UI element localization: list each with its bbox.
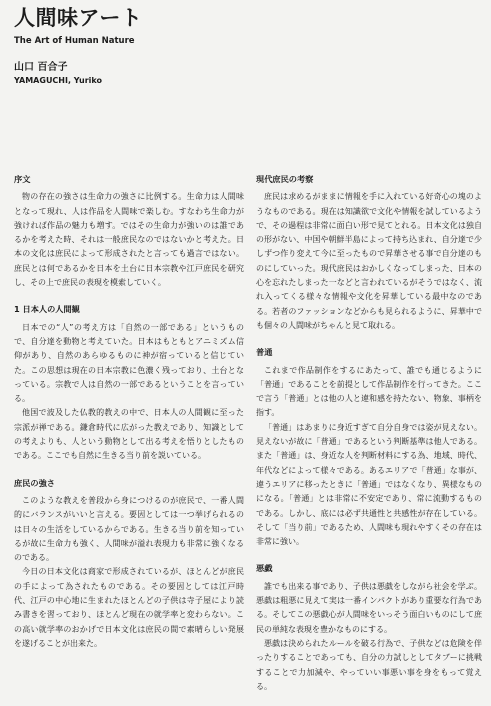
section-human-view (14, 302, 244, 463)
paragraph: 他国で波及した仏教的教えの中で、日本人の人間観に至った宗派が禅である。鎌倉時代に広がった教えであり、知識としての考えよりも、人という動物として出る考えを悟りとしたものである。ここでも自然に生きる当り前を説いている。 (14, 408, 244, 461)
paragraph: 庶民は求めるがままに情報を手に入れている好奇心の塊のようなものである。現在は知識欲で文化や情報を試しているようで、その過程は非常に面白い形で見てとれる。日本文化は独自の形がない、中国や朝鮮半島によって持ち込まれ、自分達で少しずつ作り変えて今に至ったもので昇華させる事で自分達のものにしていった。現代庶民はおかしくなってしまった、日本の心を忘れたしまった一などと言われているがそうではなく、流れ入ってくる様々な情報や文化を昇華している最中なのである。若者のファッションなどからも見られるように、昇華中でも個々の人間味がちゃんと見て取れる。 (256, 192, 482, 330)
section-heading: 庶民の強さ (14, 477, 55, 488)
section-ordinary (256, 345, 482, 549)
section-commoner-strength (14, 476, 244, 652)
article-subtitle: The Art of Human Nature (14, 36, 135, 46)
paragraph: これまで作品制作をするにあたって、誰でも通じるように「普通」であることを前提として作品制作を行ってきた。ここで言う「普通」とは他の人と違和感を持たない、物象、事柄を指す。 (256, 365, 482, 418)
paragraph: 今日の日本文化は商家で形成されているが、ほとんどが庶民の手によって為されたものである。その要因としては江戸時代、江戸の中心地に生まれたほとんどの子供は寺子屋により読み書きを習っており、ほとんど現在の就学率と変わらない。この高い就学率のおかげで日本文化は庶民の間で素晴らしい発展を遂げることが出来た。 (14, 567, 244, 648)
section-heading: 普通 (256, 347, 273, 358)
section-modern-commoners (256, 172, 482, 333)
section-heading: 現代庶民の考察 (256, 174, 314, 184)
section-preface (14, 172, 244, 290)
paragraph: 誰でも出来る事であり、子供は悪戯をしながら社会を学ぶ。悪戯は粗悪に見えて実は一番インパクトがあり重要な行為である。そしてこの悪戯心が人間味をいっそう面白いものにして庶民の単純な表現を豊かなものにする。 (256, 581, 482, 634)
paragraph: 物の存在の強さは生命力の強さに比例する。生命力は人間味となって現れ、人は作品を人間味で楽しむ。すなわち生命力が強ければ作品の魅力も増す。ではその生命力が強いのは誰であるかを考えた時、それは一般庶民なのではないかと考えた。日本の文化は庶民によって形成されたと言っても過言ではない。庶民とは何であるかを日本を土台に日本宗教や江戸庶民を研究し、その上で庶民の表現を模索していく。 (14, 192, 244, 288)
paragraph: 「普通」はあまりに身近すぎて自分自身では姿が見えない。見えないが故に「普通」であるという判断基準は他人である。また「普通」は、身近な人を判断材料にする為、地域、時代、年代などによって様々である。あるエリアで「普通」な事が、違うエリアに移ったときに「普通」ではなくなり、異様なものになる。「普通」とは非常に不安定であり、常に流動するものである。しかし、底には必ず共通性と共感性が存在している。そして「当り前」であるため、人間味も現れやすくその存在は非常に強い。 (256, 422, 482, 547)
section-heading: 悪戯 (256, 563, 273, 574)
article-header (14, 6, 474, 85)
section-mischief (256, 561, 482, 694)
paragraph: このような教えを普段から身につけるのが庶民で、一番人間的にバランスがいいと言える。要因としては一つ挙げられるのは日々の生活をしているからである。生きる当り前を知っているが故に生命力も強く、人間味が溢れ表現力も非常に強くなるのである。 (14, 495, 244, 563)
left-column (14, 172, 244, 663)
author-name-jp: 山口 百合子 (14, 62, 68, 73)
article-title: 人間味アート (14, 6, 143, 30)
paragraph: 悪戯は決められたルールを破る行為で、子供などは危険を伴ったりすることであっても、自分の力試しとしてタブーに挑戦することで力加減や、やっていい事悪い事を身をもって覚える。 (256, 638, 482, 691)
author-name-en: YAMAGUCHI, Yuriko (14, 76, 102, 85)
section-heading: 1 日本人の人間観 (14, 304, 80, 315)
right-column (256, 172, 482, 706)
paragraph: 日本での“人”の考え方は「自然の一部である」というもので、自分達を動物と考えていた。日本はもともとアニミズム信仰があり、自然のあらゆるものに神が宿っていると信じていた。この思想は現在の日本宗教に色濃く残っており、土台となっている。宗教で人は自然の一部であるということを言っている。 (14, 322, 244, 404)
section-heading: 序文 (14, 174, 31, 184)
